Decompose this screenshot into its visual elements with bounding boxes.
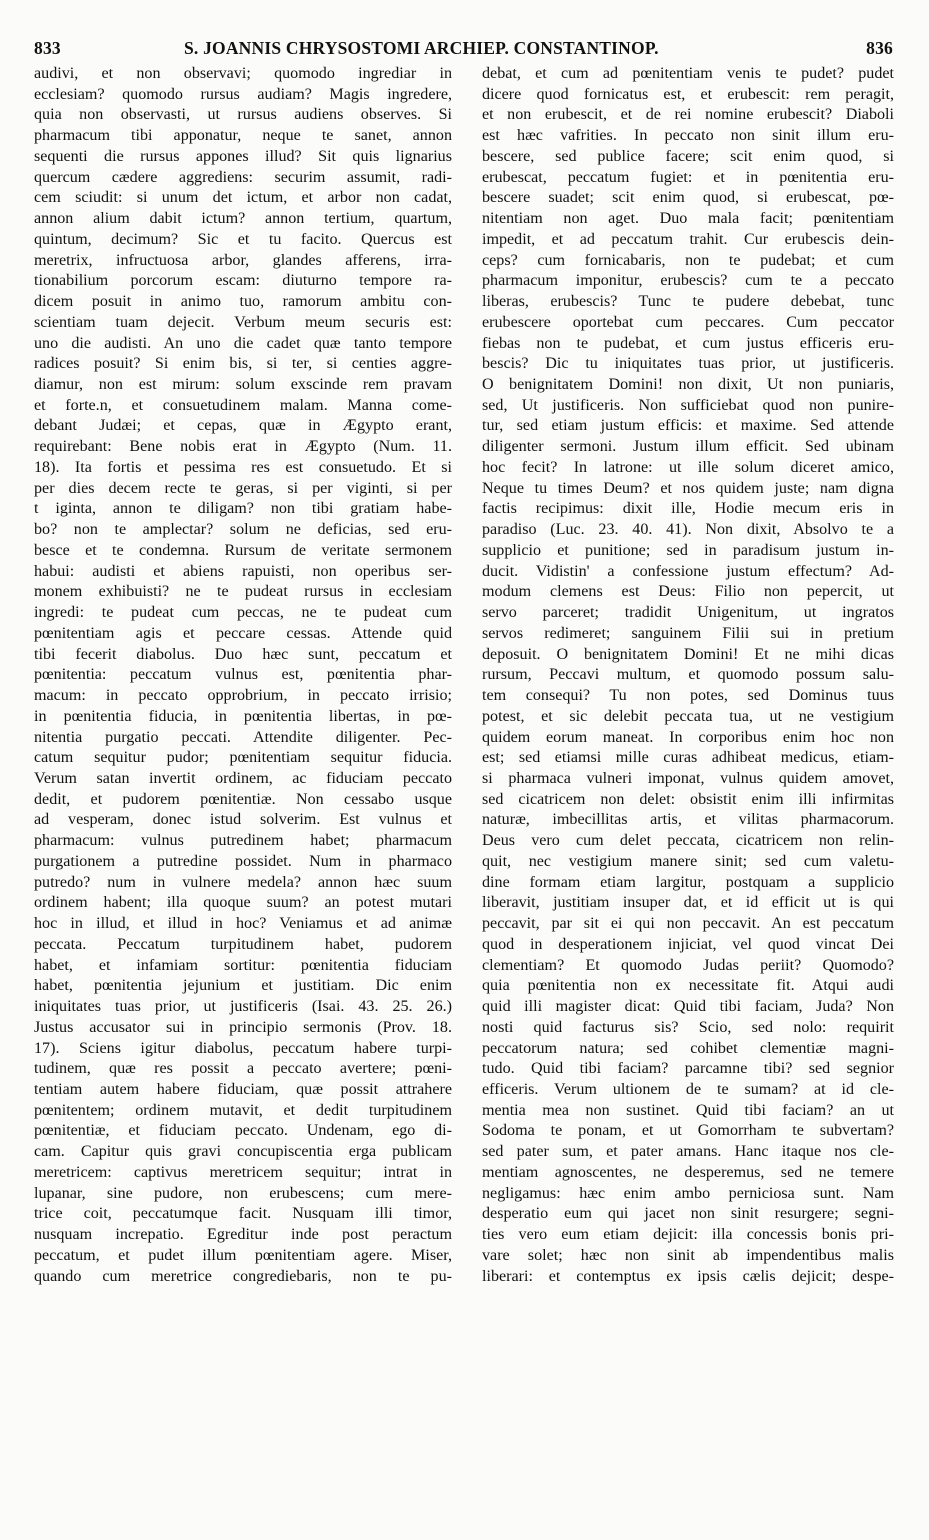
text-line: mentia mea non sustinet. Quid tibi faciam? an ut	[482, 1101, 894, 1119]
text-line: scientiam tuam dejecit. Verbum meum securis est:	[34, 313, 452, 331]
text-line: radices posuit? Si enim bis, si ter, si centies aggre-	[34, 355, 452, 373]
text-line: besce et te condemna. Rursum de veritate sermonem	[34, 541, 452, 559]
text-line: purgationem a putredine possidet. Num in pharmaco	[34, 852, 452, 870]
text-line: monem exhibuisti? ne te pudeat rursus in ecclesiam	[34, 583, 452, 601]
text-line: sed, Ut justificeris. Non sufficiebat quod non punire-	[482, 396, 894, 414]
text-line: pharmacum tibi apponatur, neque te sanet, annon	[34, 127, 452, 145]
text-line: liberas, erubescis? Tunc te pudere debebat, tunc	[482, 293, 894, 311]
text-line: modum clemens est Deus: Filio non pepercit, ut	[482, 583, 894, 601]
text-line: per dies decem recte te geras, si per viginti, si per	[34, 479, 452, 497]
text-line: tudinem, quæ res possit a peccato avertere; pœni-	[34, 1060, 452, 1078]
text-line: requirebant: Bene nobis erat in Ægypto (Num. 11.	[34, 438, 452, 456]
text-line: catum sequitur pudor; pœnitentiam sequitur fiducia.	[34, 749, 452, 767]
text-line: est hæc vafrities. In peccato non sinit illum eru-	[482, 127, 894, 145]
text-line: sequenti die rursus appones illud? Sit quis lignarius	[34, 147, 452, 165]
text-line: dedit, et pudorem pœnitentiæ. Non cessabo usque	[34, 790, 452, 808]
text-line: ordinem habent; illa quoque suum? an potest mutari	[34, 894, 452, 912]
text-line: trice coit, peccatumque facit. Nusquam illi timor,	[34, 1205, 452, 1223]
text-line: bescere, sed publice facere; scit enim quod, si	[482, 147, 894, 165]
text-line: diamur, non est mirum: solum exscinde rem pravam	[34, 376, 452, 394]
text-line: habet, et infamiam sortitur: pœnitentia fiduciam	[34, 956, 452, 974]
text-line: fiebas non te pudebat, et cum justus efficeris eru-	[482, 334, 894, 352]
text-line: erubescat, peccatum fugiet: et in pœnitentia eru-	[482, 168, 894, 186]
left-text-column	[34, 64, 452, 1287]
text-line: pœnitentem; ordinem mutavit, et dedit turpitudinem	[34, 1101, 452, 1119]
text-line: et non erubescit, et de rei nomine erubescit? Diaboli	[482, 106, 894, 124]
text-line: tibi fecerit diabolus. Duo hæc sunt, peccatum et	[34, 645, 452, 663]
text-line: cem sciudit: si unum det ictum, et arbor non cadat,	[34, 189, 452, 207]
text-line: O benignitatem Domini! non dixit, Ut non puniaris,	[482, 376, 894, 394]
text-line: peccavit, par sit ei qui non peccavit. An est peccatum	[482, 915, 894, 933]
page-header	[34, 30, 893, 64]
text-line: ad vesperam, donec istud solverim. Est vulnus et	[34, 811, 452, 829]
text-line: erubescere oportebat cum peccares. Cum peccator	[482, 313, 894, 331]
text-line: 17). Sciens igitur diabolus, peccatum habere turpi-	[34, 1039, 452, 1057]
text-line: potest, et sic delebit peccata tua, ut ne vestigium	[482, 707, 894, 725]
text-line: servos redimeret; sanguinem Filii sui in pretium	[482, 624, 894, 642]
text-line: dicere quod fornicatus est, et erubescit: rem peragit,	[482, 85, 894, 103]
text-line: sed cicatricem non delet: obsistit enim illi infirmitas	[482, 790, 894, 808]
text-line: pharmacum: vulnus putredinem habet; pharmacum	[34, 832, 452, 850]
text-line: servo parceret; tradidit Unigenitum, ut ingratos	[482, 604, 894, 622]
text-line: factis recipimus: dixit ille, Hodie mecum eris in	[482, 500, 894, 518]
page-number-right: 836	[866, 38, 893, 58]
text-line: tudo. Quid tibi faciam? parcamne tibi? sed segnior	[482, 1060, 894, 1078]
text-line: liberari: et contemptus ex ipsis cælis dejicit; despe-	[482, 1267, 894, 1285]
text-line: quid illi magister dicat: Quid tibi faciam, Juda? Non	[482, 998, 894, 1016]
text-line: quia non observasti, ut rursus audiens observes. Si	[34, 106, 452, 124]
text-line: hoc in illud, et illud in hoc? Veniamus et ad animæ	[34, 915, 452, 933]
text-line: dicem posuit in animo tuo, ramorum ambitu con-	[34, 293, 452, 311]
text-line: Deus vero cum delet peccata, cicatricem non relin-	[482, 832, 894, 850]
text-line: quercum cædere aggrediens: securim assumit, radi-	[34, 168, 452, 186]
text-line: tem consequi? Tu non potes, sed Dominus tuus	[482, 687, 894, 705]
right-text-column	[482, 64, 894, 1287]
text-line: Verum satan invertit ordinem, ac fiduciam peccato	[34, 769, 452, 787]
text-line: debat, et cum ad pœnitentiam venis te pudet? pudet	[482, 65, 894, 82]
text-line: audivi, et non observavi; quomodo ingrediar in	[34, 65, 452, 82]
text-line: lupanar, sine pudore, non erubescens; cum mere-	[34, 1184, 452, 1202]
text-line: si pharmaca vulneri imponat, vulnus quidem amovet,	[482, 769, 894, 787]
text-line: in pœnitentia fiducia, in pœnitentia libertas, in pœ-	[34, 707, 452, 725]
text-line: dine formam etiam largitur, postquam a supplicio	[482, 873, 894, 891]
text-line: meretricem: captivus meretricem sequitur; intrat in	[34, 1163, 452, 1181]
text-line: quintum, decimum? Sic et tu facito. Quercus est	[34, 230, 452, 248]
text-line: vare solet; hæc non sinit ab impendentibus malis	[482, 1246, 894, 1264]
text-line: annon alium dabit ictum? annon tertium, quartum,	[34, 210, 452, 228]
text-line: bo? non te amplectar? solum ne deficias, sed eru-	[34, 521, 452, 539]
text-line: t iginta, annon te diligam? non tibi gratiam habe-	[34, 500, 452, 518]
text-line: negligamus: hæc enim ambo perniciosa sunt. Nam	[482, 1184, 894, 1202]
text-line: cam. Capitur quis gravi concupiscentia erga publicam	[34, 1143, 452, 1161]
text-line: liberavit, justitiam insuper dat, et id efficit ut is qui	[482, 894, 894, 912]
text-line: nitentiam non aget. Duo mala facit; pœnitentiam	[482, 210, 894, 228]
text-line: et forte.n, et consuetudinem malam. Manna come-	[34, 396, 452, 414]
text-line: debant Judæi; et cepas, quæ in Ægypto erant,	[34, 417, 452, 435]
text-line: putredo? num in vulnere medela? annon hæc suum	[34, 873, 452, 891]
text-line: ecclesiam? quomodo rursus audiam? Magis ingredere,	[34, 85, 452, 103]
text-line: sed pater sum, et pater amans. Hanc itaque nos cle-	[482, 1143, 894, 1161]
text-line: Sodoma te ponam, et ut Gomorrham te subvertam?	[482, 1122, 894, 1140]
text-line: Neque tu times Deum? et nos quidem juste; nam digna	[482, 479, 894, 497]
text-line: 18). Ita fortis et pessima res est consuetudo. Et si	[34, 458, 452, 476]
text-line: macum: in peccato opprobrium, in peccato irrisio;	[34, 687, 452, 705]
text-line: clementiam? Et quomodo Judas periit? Quomodo?	[482, 956, 894, 974]
text-line: peccatorum natura; sed cohibet clementiæ magni-	[482, 1039, 894, 1057]
page-number-left: 833	[34, 38, 61, 58]
text-line: nusquam increpatio. Egreditur inde post peractum	[34, 1226, 452, 1244]
text-line: pœnitentiam agis et peccare cessas. Attende quid	[34, 624, 452, 642]
text-line: tentiam autem habere fiduciam, quæ possit attrahere	[34, 1080, 452, 1098]
text-line: impedit, et ad peccatum trahit. Cur erubescis dein-	[482, 230, 894, 248]
text-line: efficeris. Verum ultionem de te sumam? at id cle-	[482, 1080, 894, 1098]
text-line: hoc fecit? In latrone: ut ille solum diceret amico,	[482, 458, 894, 476]
text-line: pharmacum imponitur, erubescis? cum te a peccato	[482, 272, 894, 290]
text-line: quidem eorum maneat. In corporibus enim hoc non	[482, 728, 894, 746]
text-line: pœnitentia: peccatum vulnus est, pœnitentia phar-	[34, 666, 452, 684]
text-line: tionabilium porcorum escam: diuturno tempore ra-	[34, 272, 452, 290]
text-line: est; sed etiamsi mille curas adhibeat medicus, etiam-	[482, 749, 894, 767]
text-line: mentiam agnoscentes, ne desperemus, sed ne temere	[482, 1163, 894, 1181]
text-line: peccata. Peccatum turpitudinem habet, pudorem	[34, 935, 452, 953]
running-title: S. JOANNIS CHRYSOSTOMI ARCHIEP. CONSTANTINOP.	[184, 38, 659, 58]
text-line: quit, nec vestigium manere sinit; sed cum valetu-	[482, 852, 894, 870]
text-line: quando cum meretrice congrediebaris, non te pu-	[34, 1267, 452, 1285]
text-line: iniquitates tuas prior, ut justificeris (Isai. 43. 25. 26.)	[34, 998, 452, 1016]
text-line: bescere suadet; scit enim quod, si erubescat, pœ-	[482, 189, 894, 207]
text-line: meretrix, infructuosa arbor, glandes afferens, irra-	[34, 251, 452, 269]
text-line: nitentia purgatio peccati. Attendite diligenter. Pec-	[34, 728, 452, 746]
text-line: deposuit. O benignitatem Domini! Et ne mihi dicas	[482, 645, 894, 663]
text-line: nosti quid facturus sis? Scio, sed nolo: requirit	[482, 1018, 894, 1036]
text-line: desperatio eum qui jacet non sinit resurgere; segni-	[482, 1205, 894, 1223]
text-line: ceps? cum fornicabaris, non te pudebat; et cum	[482, 251, 894, 269]
text-line: uno die audisti. An uno die cadet quæ tanto tempore	[34, 334, 452, 352]
text-line: ingredi: te pudeat cum peccas, ne te pudeat cum	[34, 604, 452, 622]
text-line: Justus accusator sui in principio sermonis (Prov. 18.	[34, 1018, 452, 1036]
text-line: tur, sed etiam justum efficis: et maxime. Sed attende	[482, 417, 894, 435]
text-line: pœnitentiæ, et fiduciam peccato. Undenam, ego di-	[34, 1122, 452, 1140]
text-line: naturæ, imbecillitas artis, et vilitas pharmacorum.	[482, 811, 894, 829]
text-line: ties vero eum etiam dejicit: illa concessis bonis pri-	[482, 1226, 894, 1244]
text-line: diligenter sermoni. Justum illum efficit. Sed ubinam	[482, 438, 894, 456]
text-line: ducit. Vidistin' a confessione justum effectum? Ad-	[482, 562, 894, 580]
text-line: habui: audisti et abiens rapuisti, non operibus ser-	[34, 562, 452, 580]
text-line: paradiso (Luc. 23. 40. 41). Non dixit, Absolvo te a	[482, 521, 894, 539]
text-line: peccatum, et pudet illum pœnitentiam agere. Miser,	[34, 1246, 452, 1264]
text-line: bescis? Dic tu iniquitates tuas prior, ut justificeris.	[482, 355, 894, 373]
text-line: habet, pœnitentia jejunium et justitiam. Dic enim	[34, 977, 452, 995]
text-line: supplicio et punitione; sed in paradisum justum in-	[482, 541, 894, 559]
text-line: quod in desperationem injiciat, vel quod vincat Dei	[482, 935, 894, 953]
text-line: rursum, Peccavi multum, et quomodo possum salu-	[482, 666, 894, 684]
text-line: quia pœnitentia non ex necessitate fit. Atqui audi	[482, 977, 894, 995]
